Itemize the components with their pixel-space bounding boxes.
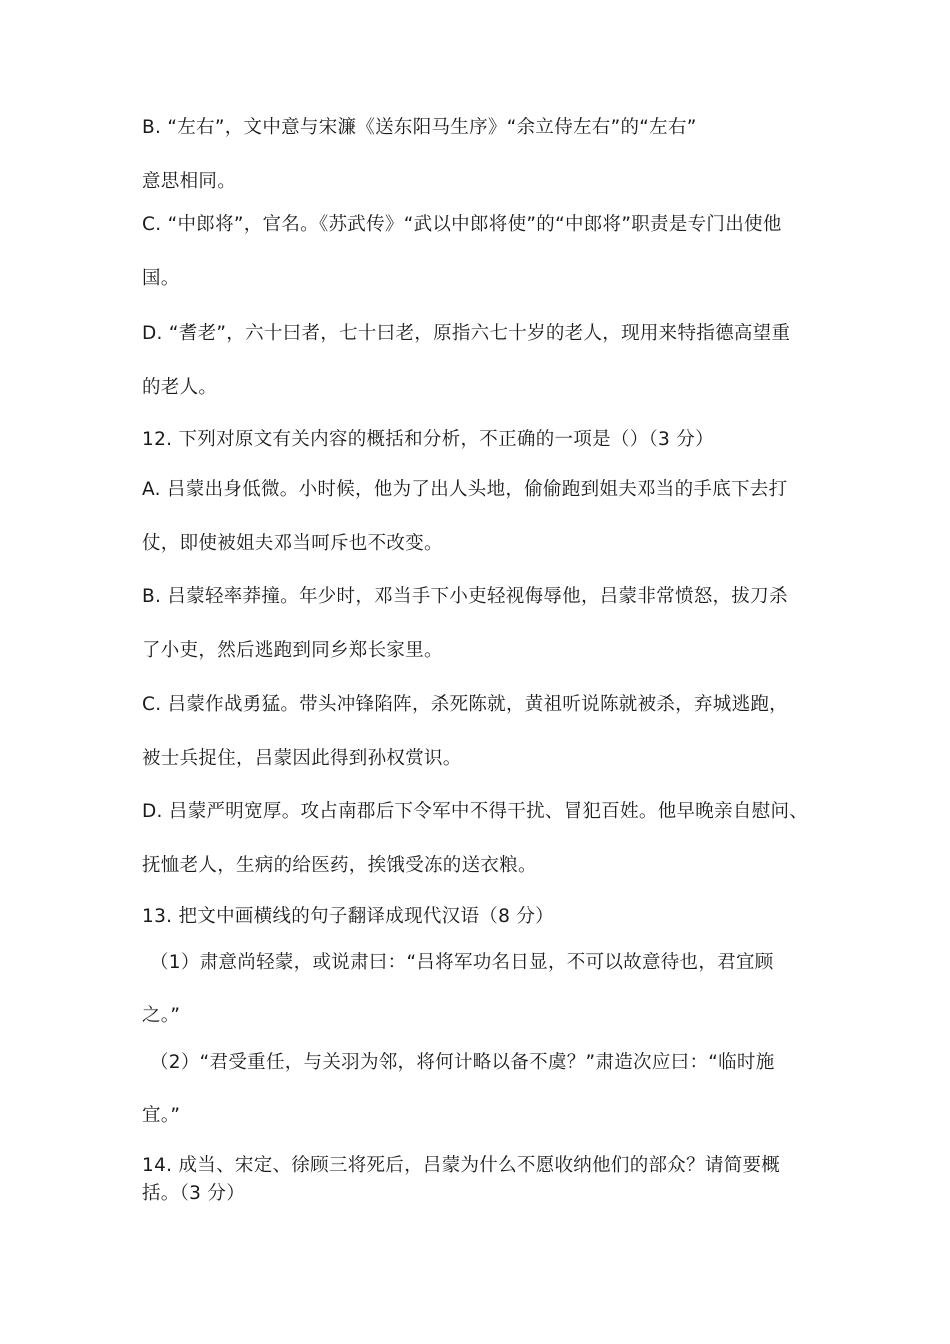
q12-option-c-line-1: C. 吕蒙作战勇猛。带头冲锋陷阵，杀死陈就，黄祖听说陈就被杀，弃城逃跑， <box>142 694 788 715</box>
question-13: 13. 把文中画横线的句子翻译成现代汉语（8 分） <box>142 906 554 927</box>
q12-option-a-line-1: A. 吕蒙出身低微。小时候，他为了出人头地，偷偷跑到姐夫邓当的手底下去打 <box>142 479 788 500</box>
question-14-line-1: 14. 成当、宋定、徐顾三将死后，吕蒙为什么不愿收纳他们的部众？请简要概 <box>142 1155 781 1176</box>
q12-option-b-line-2: 了小吏，然后逃跑到同乡郑长家里。 <box>142 640 443 661</box>
option-d-line-1: D. “耆老”，六十曰者，七十曰老，原指六七十岁的老人，现用来特指德高望重 <box>142 323 791 344</box>
question-14-line-2: 括。（3 分） <box>142 1183 246 1204</box>
q13-item-2-line-1: （2）“君受重任，与关羽为邻，将何计略以备不虞？”肃造次应曰：“临时施 <box>150 1052 775 1073</box>
q12-option-a-line-2: 仗，即使被姐夫邓当呵斥也不改变。 <box>142 533 443 554</box>
q13-item-1-line-2: 之。” <box>142 1005 181 1026</box>
q12-option-d-line-1: D. 吕蒙严明宽厚。攻占南郡后下令军中不得干扰、冒犯百姓。他早晚亲自慰问、 <box>142 801 809 822</box>
option-b-line-2: 意思相同。 <box>142 171 237 192</box>
option-d-line-2: 的老人。 <box>142 377 218 398</box>
question-12: 12. 下列对原文有关内容的概括和分析，不正确的一项是（）（3 分） <box>142 429 714 450</box>
q12-option-d-line-2: 抚恤老人，生病的给医药，挨饿受冻的送衣粮。 <box>142 855 537 876</box>
option-b-line-1: B. “左右”，文中意与宋濂《送东阳马生序》“余立侍左右”的“左右” <box>142 117 697 138</box>
q12-option-c-line-2: 被士兵捉住，吕蒙因此得到孙权赏识。 <box>142 748 462 769</box>
q13-item-2-line-2: 宜。” <box>142 1105 181 1126</box>
option-c-line-1: C. “中郎将”，官名。《苏武传》“武以中郎将使”的“中郎将”职责是专门出使他 <box>142 214 782 235</box>
q12-option-b-line-1: B. 吕蒙轻率莽撞。年少时，邓当手下小吏轻视侮辱他，吕蒙非常愤怒，拔刀杀 <box>142 586 788 607</box>
q13-item-1-line-1: （1）肃意尚轻蒙，或说肃曰：“吕将军功名日显，不可以故意待也，君宜顾 <box>150 952 774 973</box>
option-c-line-2: 国。 <box>142 268 180 289</box>
